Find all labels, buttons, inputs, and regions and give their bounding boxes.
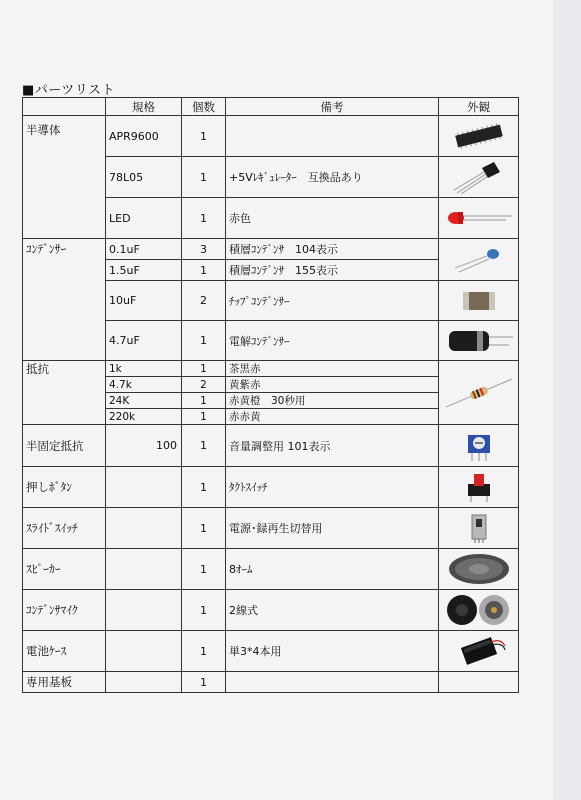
note-cell: 8ｵｰﾑ (226, 549, 439, 590)
qty-cell: 1 (182, 425, 226, 467)
group-pcb: 専用基板 (23, 672, 106, 693)
spec-cell: 0.1uF (106, 239, 182, 260)
spec-cell: 10uF (106, 281, 182, 321)
spec-cell (106, 508, 182, 549)
spec-cell (106, 549, 182, 590)
tact-switch-icon (462, 470, 496, 504)
qty-cell: 1 (182, 198, 226, 239)
note-cell: 黄紫赤 (226, 377, 439, 393)
table-row (23, 508, 519, 549)
spec-cell (106, 467, 182, 508)
speaker-icon (446, 552, 512, 586)
note-cell: 積層ｺﾝﾃﾞﾝｻ 155表示 (226, 260, 439, 281)
spec-cell: APR9600 (106, 116, 182, 157)
table-row (23, 239, 519, 260)
note-cell (226, 116, 439, 157)
qty-cell: 1 (182, 116, 226, 157)
photo-cell (439, 672, 519, 693)
photo-cell (439, 157, 519, 198)
spec-cell: 100 (106, 425, 182, 467)
spec-cell: 24K (106, 393, 182, 409)
qty-cell: 1 (182, 157, 226, 198)
page-title: ■パーツリスト (22, 83, 116, 98)
page-edge (553, 0, 581, 800)
table-row (23, 672, 519, 693)
slide-switch-icon (462, 511, 496, 545)
table-row (23, 590, 519, 631)
photo-cell (439, 508, 519, 549)
photo-cell (439, 198, 519, 239)
group-microphone: ｺﾝﾃﾞﾝｻﾏｲｸ (23, 590, 106, 631)
parts-table (22, 97, 519, 693)
group-trimmer: 半固定抵抗 (23, 425, 106, 467)
note-cell: 単3*4本用 (226, 631, 439, 672)
note-cell: 赤黄橙 30秒用 (226, 393, 439, 409)
resistor-icon (442, 373, 516, 413)
photo-cell (439, 467, 519, 508)
note-cell: 2線式 (226, 590, 439, 631)
trimmer-icon (462, 429, 496, 463)
note-cell: ﾀｸﾄｽｲｯﾁ (226, 467, 439, 508)
ceramic-capacitor-icon (451, 246, 507, 274)
note-cell: +5Vﾚｷﾞｭﾚｰﾀｰ 互換品あり (226, 157, 439, 198)
spec-cell: 4.7k (106, 377, 182, 393)
qty-cell: 1 (182, 321, 226, 361)
spec-cell: 78L05 (106, 157, 182, 198)
spec-cell: 1k (106, 361, 182, 377)
note-cell: 電解ｺﾝﾃﾞﾝｻｰ (226, 321, 439, 361)
battery-case-icon (451, 634, 507, 668)
photo-cell (439, 631, 519, 672)
header-spec: 規格 (106, 98, 182, 116)
note-cell: 赤色 (226, 198, 439, 239)
note-cell: 音量調整用 101表示 (226, 425, 439, 467)
spec-cell: 4.7uF (106, 321, 182, 361)
photo-cell (439, 425, 519, 467)
photo-cell (439, 361, 519, 425)
qty-cell: 2 (182, 377, 226, 393)
photo-cell (439, 590, 519, 631)
qty-cell: 1 (182, 590, 226, 631)
qty-cell: 1 (182, 393, 226, 409)
qty-cell: 1 (182, 260, 226, 281)
electrolytic-capacitor-icon (443, 327, 515, 355)
qty-cell: 1 (182, 409, 226, 425)
chip-capacitor-icon (459, 288, 499, 314)
note-cell (226, 672, 439, 693)
group-resistor: 抵抗 (23, 361, 106, 425)
red-led-icon (444, 208, 514, 228)
table-row (23, 361, 519, 377)
note-cell: 電源･録再生切替用 (226, 508, 439, 549)
header-row (23, 98, 519, 116)
group-push-button: 押しﾎﾞﾀﾝ (23, 467, 106, 508)
spec-cell: LED (106, 198, 182, 239)
header-look: 外観 (439, 98, 519, 116)
photo-cell (439, 116, 519, 157)
qty-cell: 1 (182, 631, 226, 672)
qty-cell: 2 (182, 281, 226, 321)
spec-cell (106, 672, 182, 693)
spec-cell (106, 631, 182, 672)
qty-cell: 3 (182, 239, 226, 260)
note-cell: 積層ｺﾝﾃﾞﾝｻ 104表示 (226, 239, 439, 260)
qty-cell: 1 (182, 672, 226, 693)
qty-cell: 1 (182, 549, 226, 590)
photo-cell (439, 239, 519, 281)
spec-cell (106, 590, 182, 631)
photo-cell (439, 281, 519, 321)
group-battery-case: 電池ｹｰｽ (23, 631, 106, 672)
note-cell: 赤赤黄 (226, 409, 439, 425)
group-speaker: ｽﾋﾟｰｶｰ (23, 549, 106, 590)
photo-cell (439, 321, 519, 361)
table-row (23, 425, 519, 467)
header-qty: 個数 (182, 98, 226, 116)
note-cell: 茶黒赤 (226, 361, 439, 377)
table-row (23, 116, 519, 157)
header-blank (23, 98, 106, 116)
group-semiconductor: 半導体 (23, 116, 106, 239)
group-capacitor: ｺﾝﾃﾞﾝｻｰ (23, 239, 106, 361)
table-row (23, 467, 519, 508)
note-cell: ﾁｯﾌﾟｺﾝﾃﾞﾝｻｰ (226, 281, 439, 321)
qty-cell: 1 (182, 361, 226, 377)
table-row (23, 631, 519, 672)
qty-cell: 1 (182, 508, 226, 549)
microphone-icon (444, 592, 514, 628)
spec-cell: 220k (106, 409, 182, 425)
table-row (23, 549, 519, 590)
qty-cell: 1 (182, 467, 226, 508)
group-slide-switch: ｽﾗｲﾄﾞｽｲｯﾁ (23, 508, 106, 549)
photo-cell (439, 549, 519, 590)
header-note: 備考 (226, 98, 439, 116)
spec-cell: 1.5uF (106, 260, 182, 281)
ic-chip-icon (448, 121, 510, 151)
transistor-icon (448, 160, 510, 194)
